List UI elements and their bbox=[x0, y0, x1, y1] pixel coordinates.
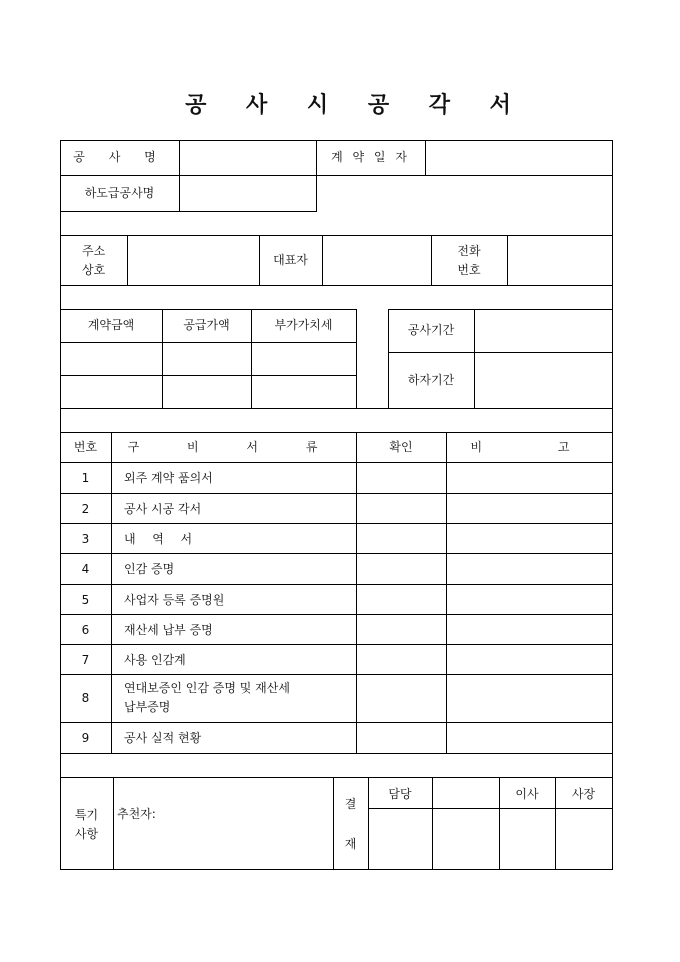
representative-label: 대표자 bbox=[273, 253, 308, 267]
approver-director: 이사 bbox=[515, 787, 539, 801]
contract-date-label: 계 약 일 자 bbox=[331, 150, 410, 164]
vat-header: 부가가치세 bbox=[274, 318, 333, 332]
document-name-continued: 납부증명 bbox=[124, 700, 171, 714]
row-number: 2 bbox=[81, 502, 90, 516]
document-name: 사업자 등록 증명원 bbox=[124, 593, 225, 607]
document-name: 연대보증인 인감 증명 및 재산세 bbox=[124, 681, 290, 695]
document-name: 사용 인감계 bbox=[124, 653, 186, 667]
special-notes-label-2: 사항 bbox=[74, 827, 99, 841]
document-name: 공사 시공 각서 bbox=[124, 502, 202, 516]
phone-number-label: 번호 bbox=[457, 263, 481, 277]
row-number: 3 bbox=[81, 532, 90, 546]
defect-period-label: 하자기간 bbox=[407, 373, 455, 387]
approver-staff: 담당 bbox=[388, 787, 412, 801]
supply-value-header: 공급가액 bbox=[183, 318, 230, 332]
contract-amount-header: 계약금액 bbox=[87, 318, 135, 332]
phone-label: 전화 bbox=[457, 244, 481, 258]
remark-header: 비 고 bbox=[470, 440, 606, 454]
number-header: 번호 bbox=[73, 440, 98, 454]
document-name: 재산세 납부 증명 bbox=[124, 623, 213, 637]
company-name-label: 상호 bbox=[82, 263, 106, 277]
approval-label-2: 재 bbox=[344, 837, 357, 851]
document-name: 외주 계약 품의서 bbox=[124, 471, 213, 485]
document-name: 공사 실적 현황 bbox=[124, 731, 202, 745]
document-name: 내 역 서 bbox=[124, 532, 196, 546]
row-number: 5 bbox=[81, 593, 90, 607]
row-number: 7 bbox=[81, 653, 90, 667]
special-notes-label: 특기 bbox=[74, 808, 99, 822]
row-number: 9 bbox=[81, 731, 90, 745]
check-header: 확인 bbox=[389, 440, 413, 454]
documents-header: 구 비 서 류 bbox=[127, 440, 340, 454]
row-number: 1 bbox=[81, 471, 90, 485]
row-number: 4 bbox=[81, 562, 90, 576]
construction-period-label: 공사기간 bbox=[407, 323, 455, 337]
row-number: 8 bbox=[81, 691, 90, 705]
address-label: 주소 bbox=[82, 244, 106, 258]
project-name-label: 공 사 명 bbox=[73, 150, 166, 164]
approval-label: 결 bbox=[344, 797, 357, 811]
page-title: 공 사 시 공 각 서 bbox=[185, 92, 527, 118]
document-name: 인감 증명 bbox=[124, 562, 175, 576]
subcontract-name-label: 하도급공사명 bbox=[84, 186, 155, 200]
approver-president: 사장 bbox=[571, 787, 596, 801]
row-number: 6 bbox=[81, 623, 90, 637]
recommender-label: 추천자: bbox=[117, 807, 156, 821]
